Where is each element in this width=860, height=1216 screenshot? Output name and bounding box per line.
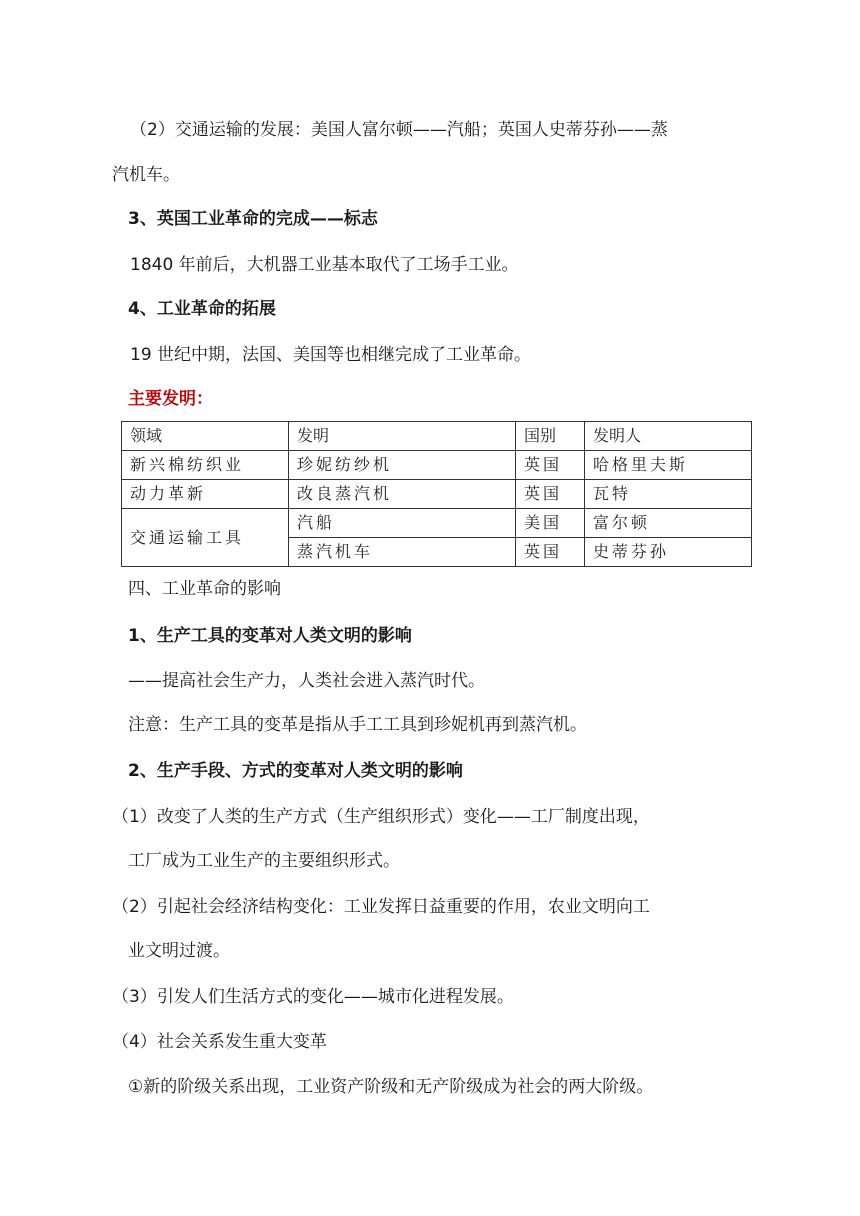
table-cell: 珍妮纺纱机 bbox=[289, 451, 516, 480]
paragraph-note: 注意：生产工具的变革是指从手工工具到珍妮机再到蒸汽机。 bbox=[128, 715, 587, 735]
paragraph-transport: （2）交通运输的发展：美国人富尔顿——汽船；英国人史蒂芬孙——蒸 bbox=[130, 120, 668, 140]
heading-methods-impact: 2、生产手段、方式的变革对人类文明的影响 bbox=[128, 761, 463, 781]
paragraph-expansion: 19 世纪中期，法国、美国等也相继完成了工业革命。 bbox=[130, 345, 532, 365]
table-cell: 哈格里夫斯 bbox=[585, 451, 752, 480]
table-row bbox=[122, 451, 752, 480]
table-row bbox=[122, 480, 752, 509]
table-header: 发明人 bbox=[585, 422, 752, 451]
table-cell: 新兴棉纺织业 bbox=[122, 451, 289, 480]
paragraph-classes: ①新的阶级关系出现，工业资产阶级和无产阶级成为社会的两大阶级。 bbox=[128, 1077, 654, 1097]
heading-expansion: 4、工业革命的拓展 bbox=[128, 299, 276, 319]
table-cell: 汽船 bbox=[289, 509, 516, 538]
table-cell: 交通运输工具 bbox=[122, 509, 289, 567]
paragraph-lifestyle: （3）引发人们生活方式的变化——城市化进程发展。 bbox=[112, 987, 514, 1007]
section-heading-impact: 四、工业革命的影响 bbox=[128, 579, 281, 599]
paragraph-economic-structure-cont: 业文明过渡。 bbox=[128, 941, 230, 961]
table-cell: 动力革新 bbox=[122, 480, 289, 509]
heading-tools-impact: 1、生产工具的变革对人类文明的影响 bbox=[128, 626, 412, 646]
paragraph-social-relations: （4）社会关系发生重大变革 bbox=[112, 1032, 327, 1052]
paragraph-economic-structure: （2）引起社会经济结构变化：工业发挥日益重要的作用，农业文明向工 bbox=[112, 897, 650, 917]
inventions-title: 主要发明： bbox=[128, 389, 213, 409]
paragraph-production-mode: （1）改变了人类的生产方式（生产组织形式）变化——工厂制度出现， bbox=[112, 807, 650, 827]
table-cell: 英国 bbox=[516, 538, 585, 567]
table-header: 领域 bbox=[122, 422, 289, 451]
table-header: 发明 bbox=[289, 422, 516, 451]
table-cell: 英国 bbox=[516, 480, 585, 509]
table-cell: 瓦特 bbox=[585, 480, 752, 509]
paragraph-production-mode-cont: 工厂成为工业生产的主要组织形式。 bbox=[128, 851, 400, 871]
table-cell: 英国 bbox=[516, 451, 585, 480]
table-cell: 史蒂芬孙 bbox=[585, 538, 752, 567]
table-header: 国别 bbox=[516, 422, 585, 451]
paragraph-transport-cont: 汽机车。 bbox=[112, 165, 180, 185]
paragraph-completion: 1840 年前后，大机器工业基本取代了工场手工业。 bbox=[130, 255, 519, 275]
table-cell: 改良蒸汽机 bbox=[289, 480, 516, 509]
heading-completion: 3、英国工业革命的完成——标志 bbox=[128, 209, 378, 229]
table-cell: 富尔顿 bbox=[585, 509, 752, 538]
table-header-row bbox=[122, 422, 752, 451]
paragraph-steam-age: ——提高社会生产力，人类社会进入蒸汽时代。 bbox=[128, 671, 485, 691]
table-row bbox=[122, 509, 752, 538]
table-cell: 美国 bbox=[516, 509, 585, 538]
inventions-table bbox=[121, 421, 752, 567]
table-cell: 蒸汽机车 bbox=[289, 538, 516, 567]
